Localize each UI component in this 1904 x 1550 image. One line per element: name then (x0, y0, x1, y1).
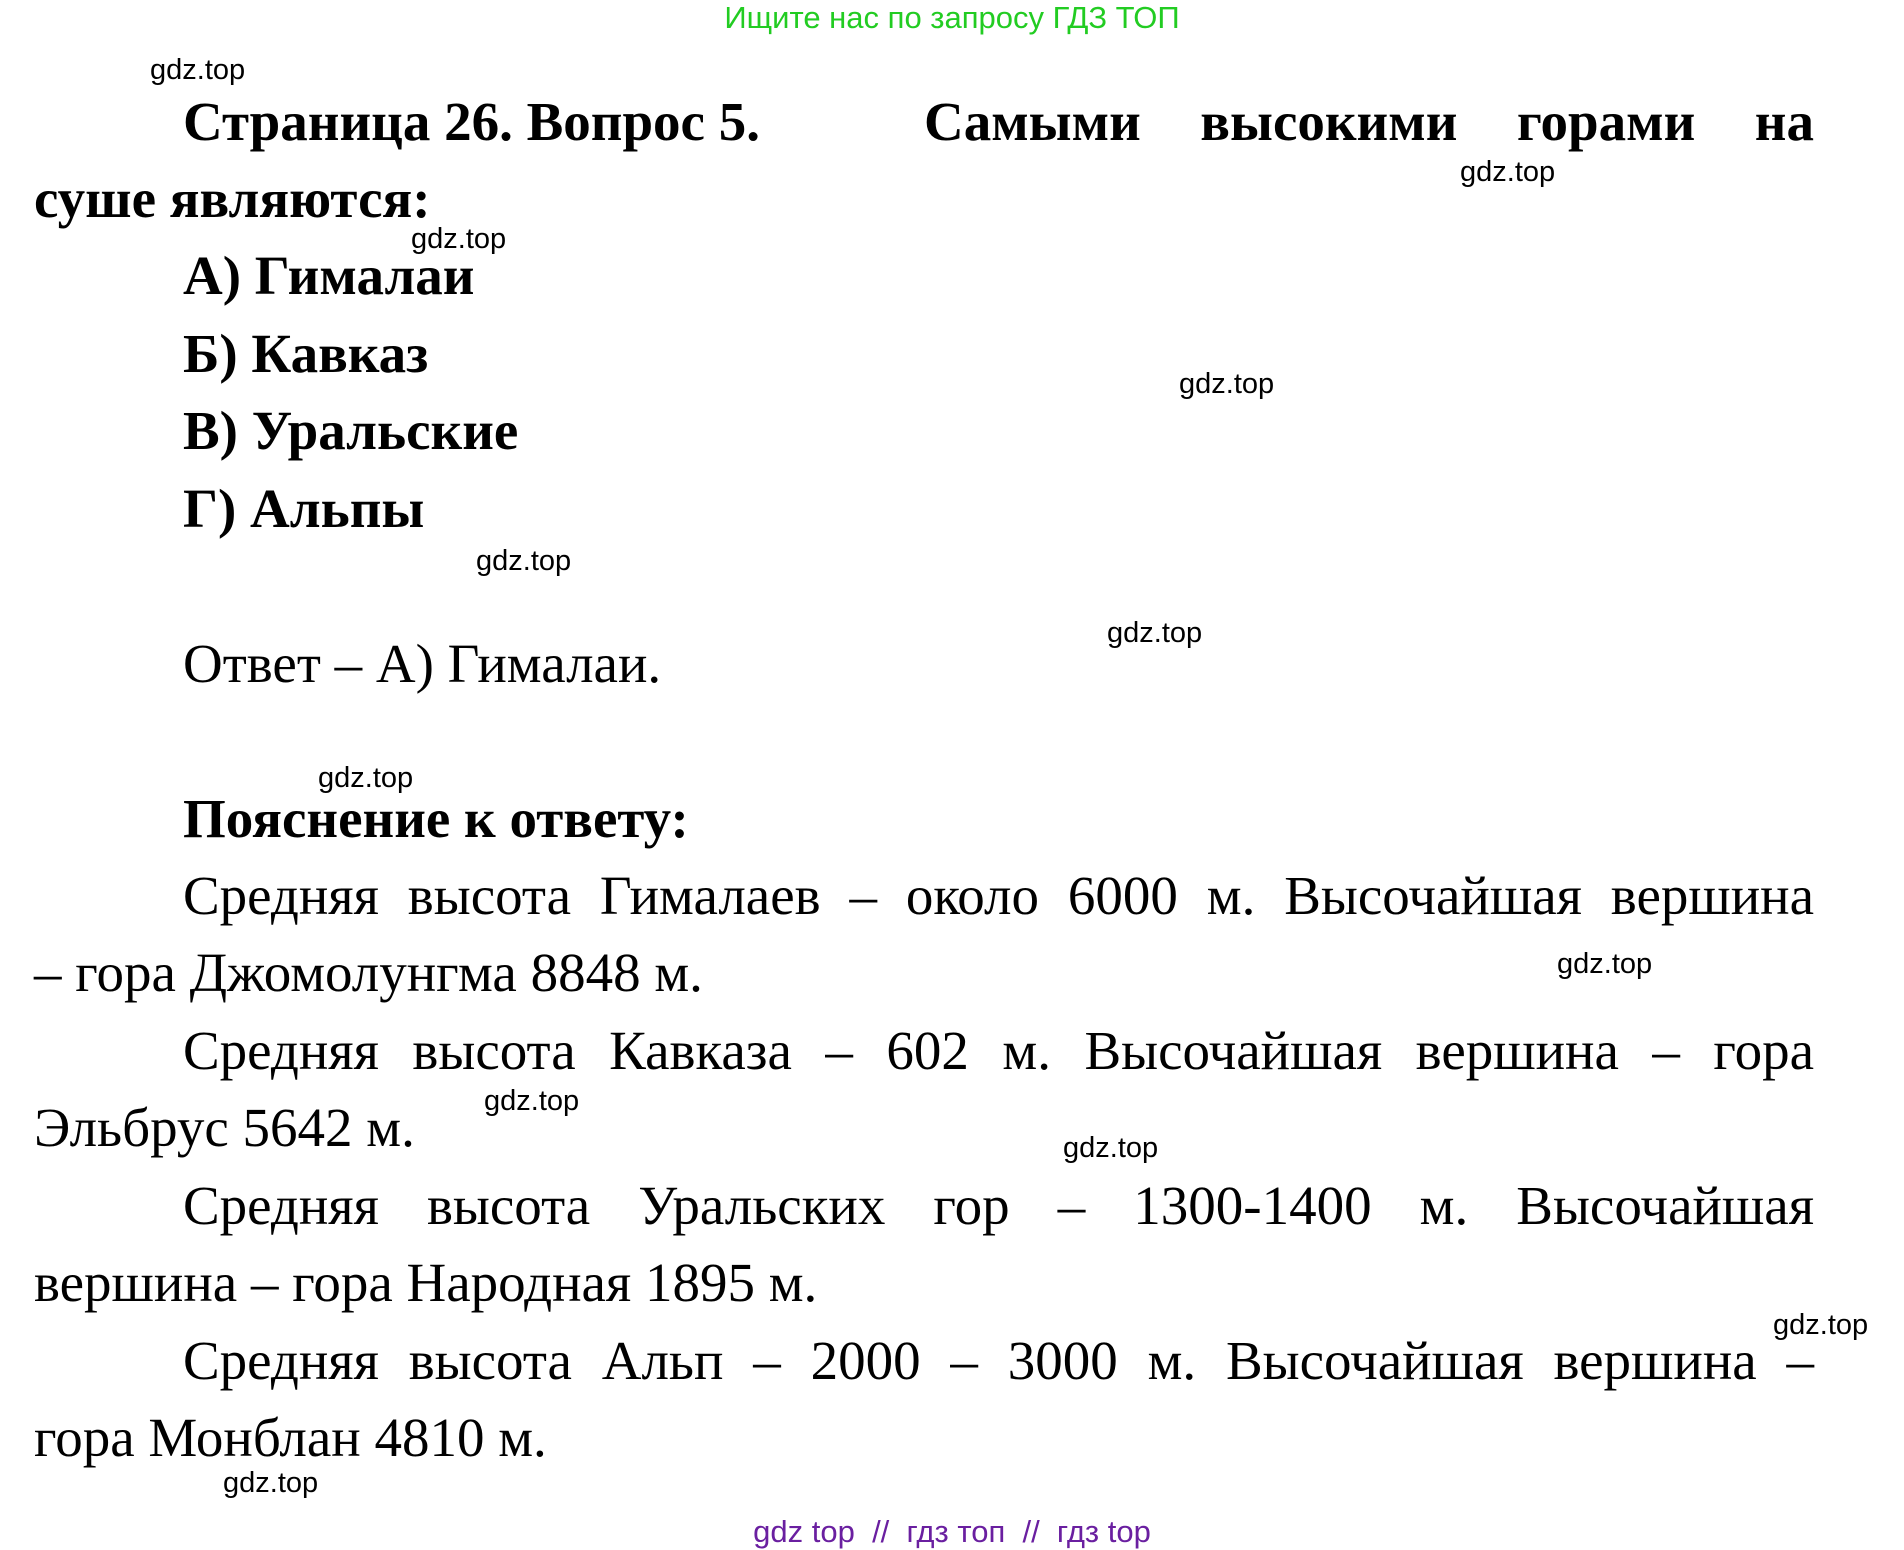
watermark: gdz.top (1557, 948, 1653, 980)
option-c: В) Уральские (183, 400, 519, 461)
watermark: gdz.top (411, 223, 507, 255)
watermark: gdz.top (1063, 1132, 1159, 1164)
option-a: А) Гималаи (183, 245, 475, 306)
watermark: gdz.top (150, 54, 246, 86)
explanation-line: гора Монблан 4810 м. (34, 1407, 547, 1468)
watermark: gdz.top (318, 762, 414, 794)
watermark: gdz.top (223, 1467, 319, 1499)
explanation-line: Средняя высота Гималаев – около 6000 м. Высочайшая вершина (183, 865, 1814, 926)
search-banner: Ищите нас по запросу ГДЗ ТОП (724, 0, 1180, 35)
option-d: Г) Альпы (183, 478, 425, 539)
explanation-line: Средняя высота Альп – 2000 – 3000 м. Высочайшая вершина – (183, 1330, 1814, 1391)
explanation-heading: Пояснение к ответу: (183, 788, 689, 849)
explanation-line: вершина – гора Народная 1895 м. (34, 1252, 818, 1313)
question-text-1: Самыми высокими горами на (924, 91, 1814, 152)
watermark: gdz.top (1773, 1309, 1869, 1341)
footer-links: gdz top // гдз топ // гдз top (753, 1514, 1151, 1549)
watermark: gdz.top (1107, 617, 1203, 649)
answer: Ответ – А) Гималаи. (183, 633, 662, 694)
explanation-line: Эльбрус 5642 м. (34, 1097, 415, 1158)
explanation-line: Средняя высота Уральских гор – 1300-1400 м. Высочайшая (183, 1175, 1814, 1236)
explanation-line: – гора Джомолунгма 8848 м. (34, 942, 703, 1003)
watermark: gdz.top (1460, 156, 1556, 188)
watermark: gdz.top (1179, 368, 1275, 400)
watermark: gdz.top (484, 1085, 580, 1117)
option-b: Б) Кавказ (183, 323, 429, 384)
explanation-line: Средняя высота Кавказа – 602 м. Высочайшая вершина – гора (183, 1020, 1814, 1081)
question-text-2: суше являются: (34, 168, 431, 229)
watermark: gdz.top (476, 545, 572, 577)
question-title: Страница 26. Вопрос 5. (183, 91, 760, 152)
